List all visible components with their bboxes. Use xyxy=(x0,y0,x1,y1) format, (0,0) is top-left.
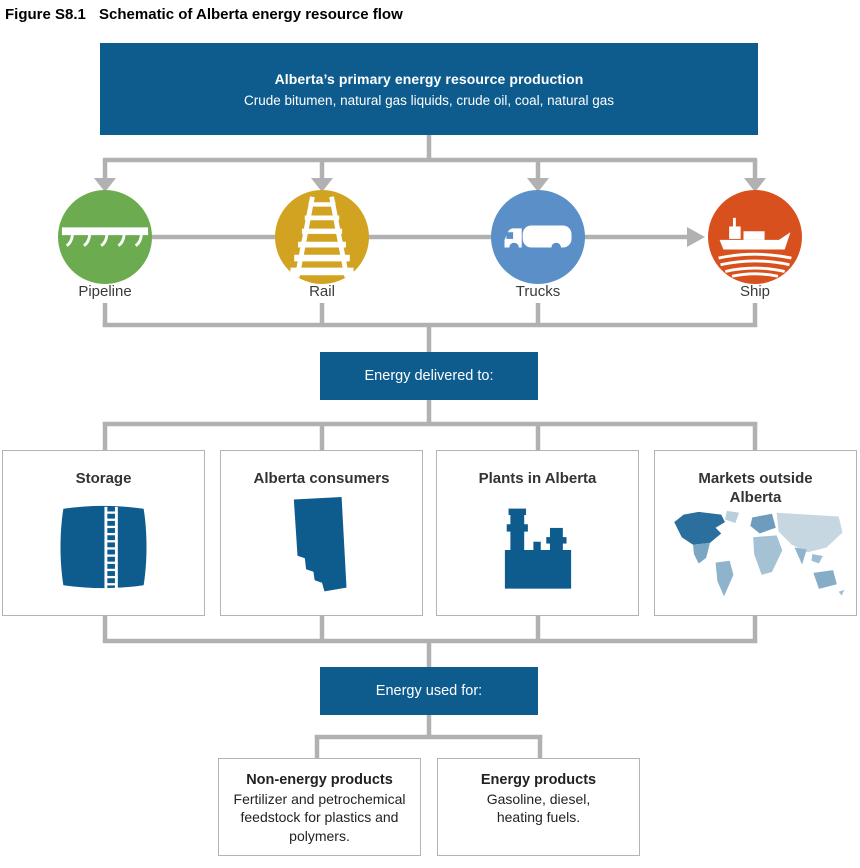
factory-icon xyxy=(492,503,584,597)
product-card-non-energy xyxy=(218,758,421,856)
card-title: Markets outside Alberta xyxy=(698,470,813,506)
transport-label-rail: Rail xyxy=(309,283,335,300)
rail-track-icon xyxy=(277,192,367,282)
world-map-icon xyxy=(663,509,849,603)
cargo-ship-icon xyxy=(710,192,800,282)
trucks-circle xyxy=(491,190,585,284)
destination-card-plants-in-alberta xyxy=(436,450,639,616)
right-arrow-icon xyxy=(687,227,705,247)
card-title: Plants in Alberta xyxy=(478,470,597,487)
transport-label-ship: Ship xyxy=(739,283,771,300)
figure-title xyxy=(5,6,403,23)
rail-circle xyxy=(275,190,369,284)
pipeline-icon xyxy=(60,192,150,282)
product-title: Non-energy products xyxy=(246,772,393,788)
destination-card-alberta-consumers xyxy=(220,450,423,616)
tanker-truck-icon xyxy=(493,192,583,282)
energy-used-banner: Energy used for: xyxy=(320,667,538,715)
product-title: Energy products xyxy=(480,772,597,788)
pipeline-circle xyxy=(58,190,152,284)
product-description: Fertilizer and petrochemical feedstock for plastics and polymers. xyxy=(233,791,406,844)
figure-number: Figure S8.1 xyxy=(5,6,86,23)
product-description: Gasoline, diesel, heating fuels. xyxy=(486,791,591,826)
primary-production-header xyxy=(100,43,758,135)
figure-title-text: Schematic of Alberta energy resource flow xyxy=(99,6,403,23)
destination-card-storage xyxy=(2,450,205,616)
transport-label-pipeline: Pipeline xyxy=(78,283,132,300)
alberta-province-icon xyxy=(285,497,359,595)
card-title: Storage xyxy=(75,470,132,487)
energy-delivered-banner: Energy delivered to: xyxy=(320,352,538,400)
ship-circle xyxy=(708,190,802,284)
waves-icon xyxy=(719,254,792,276)
card-title: Alberta consumers xyxy=(253,470,390,487)
header-subtitle: Crude bitumen, natural gas liquids, crude oil, coal, natural gas xyxy=(244,92,614,108)
destination-card-markets-outside-alberta xyxy=(654,450,857,616)
product-card-energy xyxy=(437,758,640,856)
header-title: Alberta’s primary energy resource production xyxy=(274,70,584,87)
transport-label-trucks: Trucks xyxy=(515,283,561,300)
storage-tank-icon xyxy=(55,504,152,590)
